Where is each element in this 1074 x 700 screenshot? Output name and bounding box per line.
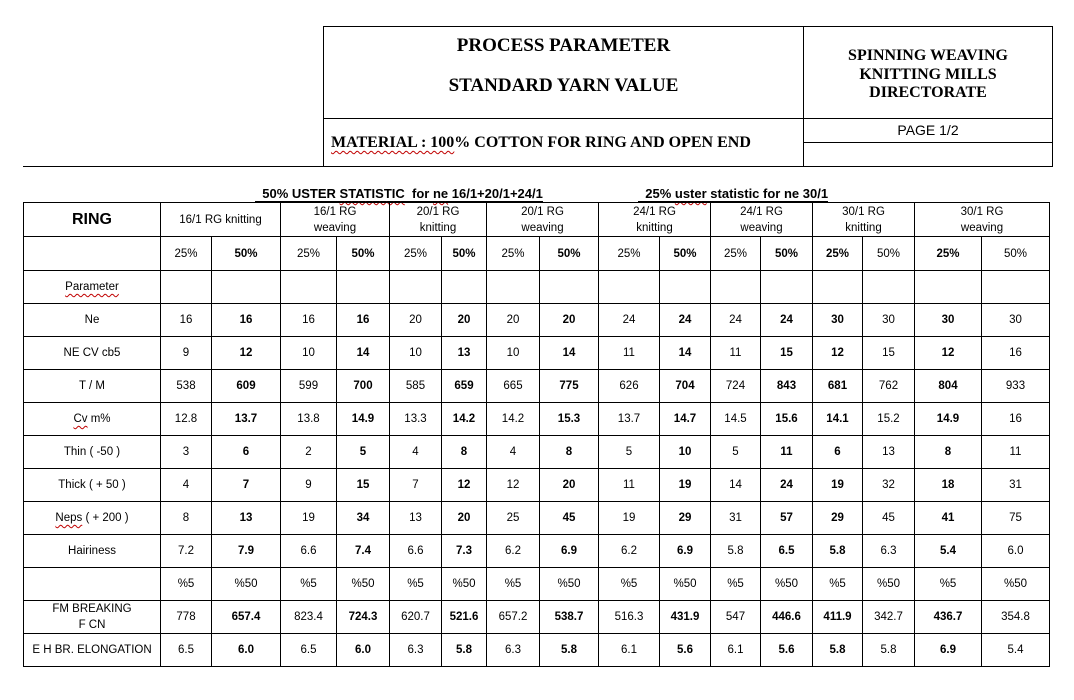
material-prefix: MATERIAL : 100 [331, 134, 455, 151]
value-cell: %5 [813, 568, 863, 601]
value-cell: %50 [212, 568, 281, 601]
parameter-empty-cell [982, 271, 1050, 304]
value-cell: 6.1 [711, 634, 761, 667]
value-cell: 6.0 [982, 535, 1050, 568]
subtitle-right-c: statistic for ne 30/1 [706, 186, 829, 201]
group-header-line2: knitting [419, 221, 457, 234]
group-header-line1: 30/1 RG [960, 205, 1004, 218]
header-title-box [323, 26, 804, 119]
value-cell: 7.2 [161, 535, 212, 568]
value-cell: 8 [915, 436, 982, 469]
value-cell: 24 [761, 304, 813, 337]
row-label-cell [24, 634, 161, 667]
value-cell: 6.0 [337, 634, 390, 667]
value-cell: 14.7 [660, 403, 711, 436]
value-cell: 14.9 [915, 403, 982, 436]
material-box [323, 118, 804, 167]
value-cell: %50 [540, 568, 599, 601]
value-cell: 7.9 [212, 535, 281, 568]
value-cell: 16 [212, 304, 281, 337]
value-cell: 5 [599, 436, 660, 469]
table-row [24, 337, 1050, 370]
value-cell: 16 [281, 304, 337, 337]
value-cell: 7 [390, 469, 442, 502]
value-cell: 775 [540, 370, 599, 403]
subtitle-left-e: 16/1+20/1+24/1 [448, 186, 543, 201]
value-cell: 5.4 [915, 535, 982, 568]
value-cell: 24 [711, 304, 761, 337]
parameter-empty-cell [161, 271, 212, 304]
value-cell: 57 [761, 502, 813, 535]
value-cell: 521.6 [442, 601, 487, 634]
row-label: Thin ( -50 ) [63, 446, 121, 458]
material-suffix: % COTTON FOR RING AND OPEN END [454, 134, 751, 151]
value-cell: %5 [711, 568, 761, 601]
value-cell: 431.9 [660, 601, 711, 634]
value-cell: 11 [599, 469, 660, 502]
value-cell: 609 [212, 370, 281, 403]
row-label: Neps ( + 200 ) [55, 512, 129, 524]
value-cell: 6.1 [599, 634, 660, 667]
value-cell: 13 [863, 436, 915, 469]
value-cell: %5 [599, 568, 660, 601]
value-cell: 547 [711, 601, 761, 634]
value-cell: 11 [982, 436, 1050, 469]
value-cell: 7.3 [442, 535, 487, 568]
value-cell: 19 [599, 502, 660, 535]
value-cell: 29 [660, 502, 711, 535]
subtitle-right-a: 25% [645, 186, 675, 201]
value-cell: 24 [761, 469, 813, 502]
subtitle-left-d: ne [432, 186, 449, 201]
parameter-label: Parameter [65, 281, 119, 293]
group-header-line2: weaving [313, 221, 357, 234]
value-cell: 6 [813, 436, 863, 469]
value-cell: 10 [390, 337, 442, 370]
value-cell: 6.9 [540, 535, 599, 568]
value-cell: 75 [982, 502, 1050, 535]
subtitle-right [638, 171, 828, 202]
value-cell: 762 [863, 370, 915, 403]
parameter-row [24, 271, 1050, 304]
value-cell: 681 [813, 370, 863, 403]
value-cell: 45 [540, 502, 599, 535]
parameter-empty-cell [442, 271, 487, 304]
value-cell: 10 [281, 337, 337, 370]
pct-cell: 25% [161, 237, 212, 271]
value-cell: 6.3 [863, 535, 915, 568]
value-cell: 6.9 [915, 634, 982, 667]
row-label-cell [24, 403, 161, 436]
value-cell: 13 [212, 502, 281, 535]
value-cell: 14.5 [711, 403, 761, 436]
row-label-cell [24, 535, 161, 568]
table-row [24, 568, 1050, 601]
value-cell: 6.6 [281, 535, 337, 568]
group-header-6 [813, 203, 915, 237]
value-cell: %50 [442, 568, 487, 601]
value-cell: 8 [442, 436, 487, 469]
value-cell: 12.8 [161, 403, 212, 436]
group-header-line1: 20/1 RG [521, 205, 564, 218]
value-cell: 626 [599, 370, 660, 403]
value-cell: 16 [982, 337, 1050, 370]
value-cell: 14.1 [813, 403, 863, 436]
value-cell: 843 [761, 370, 813, 403]
value-cell: 19 [660, 469, 711, 502]
row-label: Cv m% [73, 413, 111, 425]
value-cell: 8 [161, 502, 212, 535]
value-cell: 14.2 [442, 403, 487, 436]
parameter-empty-cell [863, 271, 915, 304]
value-cell: 30 [915, 304, 982, 337]
value-cell: 5.8 [813, 634, 863, 667]
value-cell: 704 [660, 370, 711, 403]
subtitle-right-b: uster [674, 186, 707, 201]
value-cell: 19 [281, 502, 337, 535]
row-label-word: Cv [73, 413, 88, 425]
value-cell: 5.6 [660, 634, 711, 667]
value-cell: 5.6 [761, 634, 813, 667]
value-cell: 5.8 [442, 634, 487, 667]
value-cell: 13.3 [390, 403, 442, 436]
value-cell: %50 [337, 568, 390, 601]
subtitle-left [255, 171, 543, 202]
value-cell: 16 [982, 403, 1050, 436]
subtitle-left-a: 50% USTER [262, 186, 340, 201]
value-cell: 657.2 [487, 601, 540, 634]
value-cell: 354.8 [982, 601, 1050, 634]
row-label: Ne [84, 314, 100, 326]
value-cell: %50 [863, 568, 915, 601]
table-row [24, 634, 1050, 667]
value-cell: 15 [761, 337, 813, 370]
value-cell: 5.8 [863, 634, 915, 667]
group-header-line1: 24/1 RG [633, 205, 676, 218]
parameter-empty-cell [599, 271, 660, 304]
value-cell: 31 [711, 502, 761, 535]
value-cell: 12 [813, 337, 863, 370]
group-header-line1: 16/1 RG knitting [179, 213, 262, 226]
row-label: E H BR. ELONGATION [32, 644, 152, 656]
value-cell: 6.2 [599, 535, 660, 568]
value-cell: 20 [540, 469, 599, 502]
value-cell: 13 [390, 502, 442, 535]
value-cell: 6 [212, 436, 281, 469]
table-row [24, 502, 1050, 535]
row-label: NE CV cb5 [63, 347, 121, 359]
value-cell: 6.5 [761, 535, 813, 568]
yarn-values-table [23, 202, 1050, 667]
group-header-3 [487, 203, 599, 237]
value-cell: 3 [161, 436, 212, 469]
parameter-empty-cell [390, 271, 442, 304]
value-cell: %50 [660, 568, 711, 601]
value-cell: 6.6 [390, 535, 442, 568]
value-cell: 24 [660, 304, 711, 337]
group-header-line2: weaving [960, 221, 1004, 234]
value-cell: 6.3 [390, 634, 442, 667]
value-cell: 2 [281, 436, 337, 469]
value-cell: 6.5 [161, 634, 212, 667]
pct-cell: 50% [863, 237, 915, 271]
group-header-row [24, 203, 1050, 237]
row-label-cell [24, 304, 161, 337]
directorate-box [803, 26, 1053, 119]
value-cell: 933 [982, 370, 1050, 403]
value-cell: 14.9 [337, 403, 390, 436]
group-header-4 [599, 203, 711, 237]
value-cell: 6.2 [487, 535, 540, 568]
pct-cell: 50% [761, 237, 813, 271]
value-cell: 20 [540, 304, 599, 337]
value-cell: 778 [161, 601, 212, 634]
value-cell: %50 [982, 568, 1050, 601]
pct-cell: 50% [212, 237, 281, 271]
value-cell: 25 [487, 502, 540, 535]
row-label: T / M [79, 380, 105, 392]
subtitle-left-b: STATISTIC [339, 186, 405, 201]
pct-cell: 25% [390, 237, 442, 271]
value-cell: 7 [212, 469, 281, 502]
value-cell: 14 [540, 337, 599, 370]
value-cell: 659 [442, 370, 487, 403]
value-cell: 14 [711, 469, 761, 502]
page-box-bottom [803, 142, 1053, 167]
value-cell: 13.7 [212, 403, 281, 436]
value-cell: 11 [761, 436, 813, 469]
value-cell: 14.2 [487, 403, 540, 436]
table-row [24, 469, 1050, 502]
row-label: FM BREAKING [52, 603, 132, 615]
value-cell: 20 [442, 502, 487, 535]
pct-cell: 50% [442, 237, 487, 271]
group-header-line1: 20/1 RG [416, 205, 460, 218]
row-label-cell [24, 568, 161, 601]
value-cell: 20 [390, 304, 442, 337]
row-label: Hairiness [68, 545, 116, 557]
value-cell: 30 [982, 304, 1050, 337]
parameter-empty-cell [915, 271, 982, 304]
value-cell: 5.8 [711, 535, 761, 568]
value-cell: 14 [660, 337, 711, 370]
value-cell: 5.8 [813, 535, 863, 568]
value-cell: 599 [281, 370, 337, 403]
value-cell: 724 [711, 370, 761, 403]
value-cell: 4 [390, 436, 442, 469]
group-header-line1: 30/1 RG [842, 205, 885, 218]
pct-cell: 25% [599, 237, 660, 271]
value-cell: 24 [599, 304, 660, 337]
pct-cell: 25% [487, 237, 540, 271]
value-cell: 16 [161, 304, 212, 337]
value-cell: 41 [915, 502, 982, 535]
pct-cell: 25% [813, 237, 863, 271]
value-cell: 665 [487, 370, 540, 403]
value-cell: 6.3 [487, 634, 540, 667]
value-cell: 34 [337, 502, 390, 535]
value-cell: 18 [915, 469, 982, 502]
value-cell: 8 [540, 436, 599, 469]
value-cell: 700 [337, 370, 390, 403]
group-header-line1: 24/1 RG [740, 205, 783, 218]
value-cell: 5.8 [540, 634, 599, 667]
page-box [803, 118, 1053, 143]
pct-cell: 50% [540, 237, 599, 271]
value-cell: %5 [281, 568, 337, 601]
table-row [24, 601, 1050, 634]
value-cell: 15.6 [761, 403, 813, 436]
value-cell: 446.6 [761, 601, 813, 634]
header-title-line2: STANDARD YARN VALUE [448, 75, 679, 96]
group-header-line2: knitting [636, 221, 673, 234]
table-row [24, 370, 1050, 403]
value-cell: 15 [337, 469, 390, 502]
group-header-2 [390, 203, 487, 237]
value-cell: 6.0 [212, 634, 281, 667]
value-cell: 20 [487, 304, 540, 337]
value-cell: 10 [487, 337, 540, 370]
value-cell: %5 [915, 568, 982, 601]
header-title-line1: PROCESS PARAMETER [456, 35, 671, 56]
group-header-1 [281, 203, 390, 237]
value-cell: 538.7 [540, 601, 599, 634]
value-cell: 10 [660, 436, 711, 469]
value-cell: 15.3 [540, 403, 599, 436]
value-cell: %5 [161, 568, 212, 601]
pct-header-row [24, 237, 1050, 271]
value-cell: 12 [212, 337, 281, 370]
value-cell: 804 [915, 370, 982, 403]
row-label-line2: F CN [78, 619, 106, 631]
pct-corner-cell [24, 237, 161, 271]
value-cell: 342.7 [863, 601, 915, 634]
parameter-empty-cell [281, 271, 337, 304]
parameter-label-cell [24, 271, 161, 304]
value-cell: 5 [711, 436, 761, 469]
row-label-cell [24, 502, 161, 535]
value-cell: %5 [390, 568, 442, 601]
value-cell: 657.4 [212, 601, 281, 634]
parameter-empty-cell [487, 271, 540, 304]
pct-cell: 50% [337, 237, 390, 271]
value-cell: 516.3 [599, 601, 660, 634]
value-cell: 620.7 [390, 601, 442, 634]
directorate-line2: KNITTING MILLS [859, 66, 997, 83]
value-cell: 19 [813, 469, 863, 502]
value-cell: 30 [863, 304, 915, 337]
value-cell: 823.4 [281, 601, 337, 634]
value-cell: 13.8 [281, 403, 337, 436]
value-cell: 14 [337, 337, 390, 370]
value-cell: 11 [711, 337, 761, 370]
row-label-cell [24, 436, 161, 469]
parameter-empty-cell [540, 271, 599, 304]
page-number: PAGE 1/2 [897, 122, 959, 138]
group-header-0 [161, 203, 281, 237]
value-cell: 5 [337, 436, 390, 469]
value-cell: 538 [161, 370, 212, 403]
table-row [24, 535, 1050, 568]
value-cell: 15.2 [863, 403, 915, 436]
value-cell: 11 [599, 337, 660, 370]
parameter-empty-cell [761, 271, 813, 304]
directorate-line1: SPINNING WEAVING [848, 47, 1008, 64]
value-cell: 30 [813, 304, 863, 337]
value-cell: 9 [161, 337, 212, 370]
header-divider [23, 166, 1053, 167]
directorate-line3: DIRECTORATE [869, 84, 987, 101]
value-cell: 32 [863, 469, 915, 502]
row-label: Thick ( + 50 ) [58, 479, 126, 491]
parameter-empty-cell [337, 271, 390, 304]
value-cell: 585 [390, 370, 442, 403]
ring-label: RING [24, 203, 161, 237]
table-row [24, 436, 1050, 469]
value-cell: 13 [442, 337, 487, 370]
value-cell: 5.4 [982, 634, 1050, 667]
value-cell: 6.9 [660, 535, 711, 568]
parameter-empty-cell [660, 271, 711, 304]
value-cell: 411.9 [813, 601, 863, 634]
value-cell: 724.3 [337, 601, 390, 634]
pct-cell: 25% [281, 237, 337, 271]
value-cell: 45 [863, 502, 915, 535]
value-cell: 12 [915, 337, 982, 370]
row-label-word: Neps [55, 512, 83, 524]
value-cell: 20 [442, 304, 487, 337]
group-header-5 [711, 203, 813, 237]
group-header-line2: weaving [740, 221, 783, 234]
parameter-empty-cell [711, 271, 761, 304]
value-cell: 31 [982, 469, 1050, 502]
table-row [24, 403, 1050, 436]
material-line [331, 134, 751, 152]
value-cell: 4 [487, 436, 540, 469]
parameter-empty-cell [212, 271, 281, 304]
value-cell: %5 [487, 568, 540, 601]
value-cell: 436.7 [915, 601, 982, 634]
group-header-line1: 16/1 RG [313, 205, 357, 218]
value-cell: 6.5 [281, 634, 337, 667]
row-label-cell [24, 370, 161, 403]
pct-cell: 50% [660, 237, 711, 271]
parameter-empty-cell [813, 271, 863, 304]
subtitle-left-c: for [404, 186, 433, 201]
value-cell: 9 [281, 469, 337, 502]
group-header-line2: knitting [845, 221, 882, 234]
value-cell: 15 [863, 337, 915, 370]
row-label-cell [24, 601, 161, 634]
pct-cell: 25% [915, 237, 982, 271]
value-cell: 7.4 [337, 535, 390, 568]
pct-cell: 50% [982, 237, 1050, 271]
value-cell: 16 [337, 304, 390, 337]
group-header-7 [915, 203, 1050, 237]
value-cell: 29 [813, 502, 863, 535]
table-row [24, 304, 1050, 337]
group-header-line2: weaving [521, 221, 564, 234]
value-cell: 12 [487, 469, 540, 502]
row-label-cell [24, 469, 161, 502]
value-cell: 13.7 [599, 403, 660, 436]
value-cell: %50 [761, 568, 813, 601]
value-cell: 12 [442, 469, 487, 502]
value-cell: 4 [161, 469, 212, 502]
row-label-cell [24, 337, 161, 370]
pct-cell: 25% [711, 237, 761, 271]
